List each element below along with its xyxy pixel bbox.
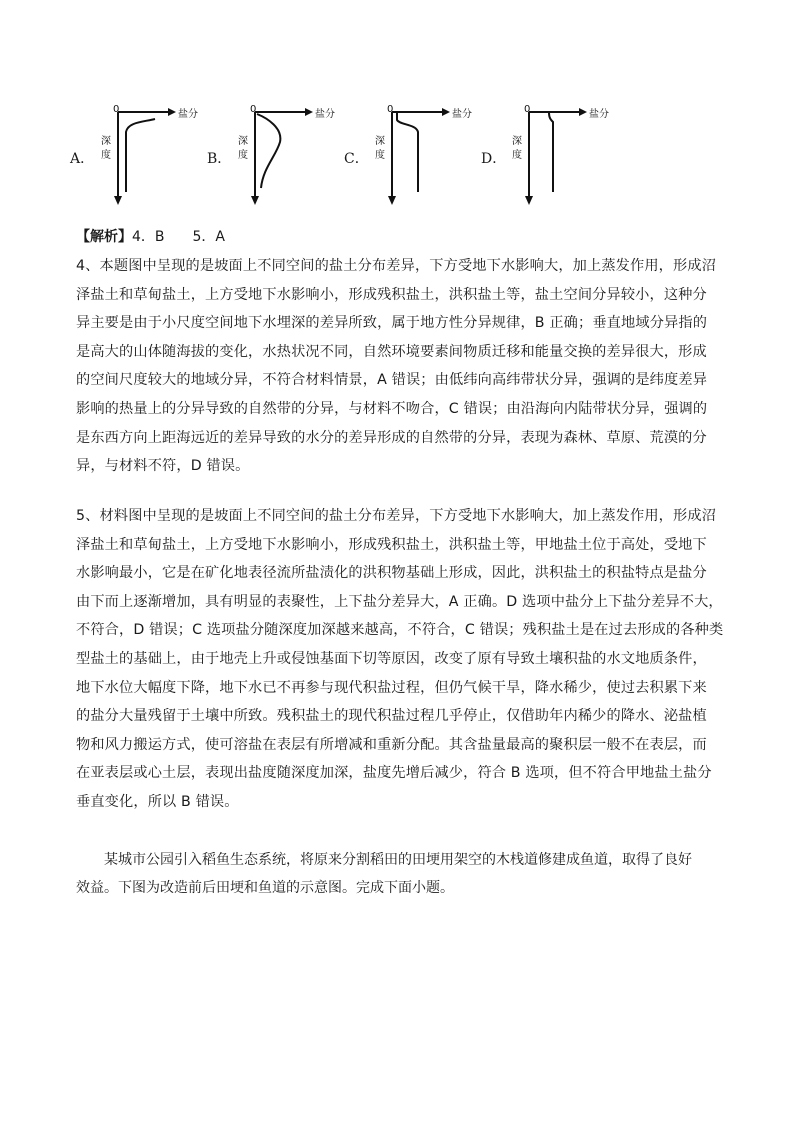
text-line: 是高大的山体随海拔的变化，水热状况不同，自然环境要素间物质迁移和能量交换的差异很大，形成 (76, 343, 707, 360)
text-line: 泽盐土和草甸盐土，上方受地下水影响小，形成残积盐土，洪积盐土等，甲地盐土位于高处，受地下 (76, 536, 707, 553)
text-line: 的空间尺度较大的地域分异，不符合材料情景，A 错误；由低纬向高纬带状分异，强调的是纬度差异 (76, 372, 708, 389)
y-axis-label-1: 深 (375, 136, 385, 147)
question-stem (76, 846, 726, 902)
text-line: 5、材料图中呈现的是坡面上不同空间的盐土分布差异，下方受地下水影响大，加上蒸发作用，形成沼 (76, 508, 717, 524)
salt-depth-diagram-c (372, 100, 482, 210)
salt-curve (257, 114, 280, 188)
salt-depth-diagram-d (509, 100, 619, 210)
answer-key: 4．B 5．A (132, 229, 225, 245)
origin-label: 0 (113, 104, 120, 115)
salt-depth-diagram-a (98, 100, 208, 210)
origin-label: 0 (387, 104, 394, 115)
salt-depth-diagram-b (235, 100, 345, 210)
option-letter: C． (344, 151, 369, 167)
option-diagrams (70, 100, 630, 210)
y-axis-label-2: 度 (375, 150, 385, 161)
text-line: 泽盐土和草甸盐土，上方受地下水影响小，形成残积盐土，洪积盐土等，盐土空间分异较小，这种分 (76, 286, 707, 303)
text-line: 影响的热量上的分异导致的自然带的分异，与材料不吻合，C 错误；由沿海向内陆带状分异，强调的 (76, 400, 708, 417)
y-axis-label-1: 深 (512, 136, 522, 147)
x-axis-label: 盐分 (315, 109, 335, 120)
y-axis-label-2: 度 (238, 150, 248, 161)
x-axis-arrow (442, 108, 450, 116)
analysis-tag: 【解析】 (76, 229, 132, 245)
text-line: 由下而上逐渐增加，具有明显的表聚性，上下盐分差异大，A 正确。D 选项中盐分上下盐分差异不大， (76, 593, 723, 610)
y-axis-label-2: 度 (512, 150, 522, 161)
text-line: 不符合，D 错误；C 选项盐分随深度加深越来越高，不符合，C 错误；残积盐土是在过去形成的各种类 (76, 622, 724, 639)
option-letter: B． (207, 151, 232, 167)
analysis-answers (76, 226, 225, 246)
x-axis-label: 盐分 (178, 109, 198, 120)
y-axis-arrow (525, 196, 533, 205)
q4-explanation (76, 252, 726, 481)
option-letter: A． (70, 151, 95, 167)
y-axis-arrow (114, 196, 122, 205)
x-axis-arrow (305, 108, 313, 116)
text-line: 是东西方向上距海远近的差异导致的水分的差异形成的自然带的分异，表现为森林、草原、荒漠的分 (76, 429, 707, 446)
option-c (344, 100, 474, 210)
x-axis-arrow (579, 108, 587, 116)
text-line: 效益。下图为改造前后田埂和鱼道的示意图。完成下面小题。 (76, 880, 454, 896)
y-axis-label-1: 深 (238, 136, 248, 147)
salt-curve (549, 113, 553, 192)
salt-curve (397, 113, 418, 192)
text-line: 物和风力搬运方式，使可溶盐在表层有所增减和重新分配。其含盐量最高的聚积层一般不在表层，而 (76, 736, 707, 753)
option-a (70, 100, 200, 210)
text-line: 4、本题图中呈现的是坡面上不同空间的盐土分布差异，下方受地下水影响大，加上蒸发作用，形成沼 (76, 258, 717, 274)
text-line: 垂直变化，所以 B 错误。 (76, 793, 239, 810)
text-line: 水影响最小，它是在矿化地表径流所盐渍化的洪积物基础上形成，因此，洪积盐土的积盐特点是盐分 (76, 565, 707, 582)
option-b (207, 100, 337, 210)
text-line: 异主要是由于小尺度空间地下水埋深的差异所致，属于地方性分异规律，B 正确；垂直地域分异指的 (76, 315, 708, 332)
text-line: 型盐土的基础上，由于地壳上升或侵蚀基面下切等原因，改变了原有导致土壤积盐的水文地质条件， (76, 650, 707, 667)
text-line: 某城市公园引入稻鱼生态系统，将原来分割稻田的田埂用架空的木栈道修建成鱼道，取得了良好 (76, 852, 692, 868)
x-axis-arrow (168, 108, 176, 116)
option-letter: D． (481, 151, 507, 167)
origin-label: 0 (250, 104, 257, 115)
y-axis-label-2: 度 (101, 150, 111, 161)
text-line: 的盐分大量残留于土壤中所致。残积盐土的现代积盐过程几乎停止，仅借助年内稀少的降水、泌盐植 (76, 708, 707, 725)
origin-label: 0 (524, 104, 531, 115)
text-line: 异，与材料不符，D 错误。 (76, 458, 250, 475)
y-axis-arrow (251, 196, 259, 205)
salt-curve (126, 119, 155, 192)
option-d (481, 100, 611, 210)
x-axis-label: 盐分 (589, 109, 609, 120)
q5-explanation (76, 502, 726, 817)
y-axis-arrow (388, 196, 396, 205)
y-axis-label-1: 深 (101, 136, 111, 147)
x-axis-label: 盐分 (452, 109, 472, 120)
text-line: 在亚表层或心土层，表现出盐度随深度加深，盐度先增后减少，符合 B 选项，但不符合甲地盐土盐分 (76, 765, 712, 782)
text-line: 地下水位大幅度下降，地下水已不再参与现代积盐过程，但仍气候干旱，降水稀少，使过去积累下来 (76, 679, 707, 696)
